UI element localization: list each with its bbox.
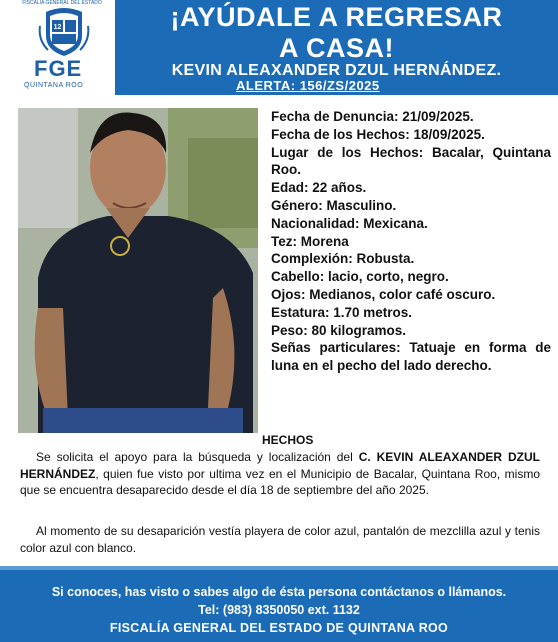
genero: Género: Masculino. [271,197,397,213]
ojos: Ojos: Medianos, color café oscuro. [271,286,496,302]
seal-number: 12 [53,24,62,31]
logo-acronym: FGE [34,56,83,81]
footer-institution: FISCALÍA GENERAL DEL ESTADO DE QUINTANA ROO [109,621,449,635]
hechos-p1-end: , quien fue visto por ultima vez en el Municipio de Bacalar, Quintana Roo, mismo que se encuentra desaparecido desde el día 18 de septiembre del año 2025. [20,466,540,497]
lugar-hechos: Lugar de los Hechos: Bacalar, Quintana Roo. [271,144,551,178]
fecha-denuncia: Fecha de Denuncia: 21/09/2025. [271,109,474,124]
edad: Edad: 22 años. [271,180,367,196]
footer-phone: Tel: (983) 8350050 ext. 1132 [198,603,360,617]
person-details [271,108,551,375]
hechos-paragraph-1 [20,449,540,499]
logo-subtitle: QUINTANA ROO [24,82,84,89]
logo-top-text: FISCALÍA GENERAL DEL ESTADO [22,0,102,6]
hechos-p1-start: Se solicita el apoyo para la búsqueda y localización del [36,450,359,464]
person-photo-illustration [18,108,258,433]
footer-contact-line: Si conoces, has visto o sabes algo de ésta persona contáctanos o llámanos. [51,585,507,599]
tez: Tez: Morena [271,233,349,249]
cabello: Cabello: lacio, corto, negro. [271,269,449,285]
senas-particulares: Señas particulares: Tatuaje en forma de luna en el pecho del lado derecho. [271,340,551,374]
peso: Peso: 80 kilogramos. [271,322,407,338]
person-name: KEVIN ALEAXANDER DZUL HERNÁNDEZ. [171,62,502,79]
seal-icon [38,6,90,58]
person-photo [18,108,258,433]
estatura: Estatura: 1.70 metros. [271,304,413,320]
nacionalidad: Nacionalidad: Mexicana. [271,215,428,231]
header [0,0,558,95]
headline-line2: A CASA! [279,33,394,63]
fge-logo [0,0,115,95]
fecha-hechos: Fecha de los Hechos: 18/09/2025. [271,126,485,142]
headline-line1: ¡AYÚDALE A REGRESAR [170,2,503,32]
complexion: Complexión: Robusta. [271,251,415,267]
hechos-heading: HECHOS [262,433,314,447]
alert-number: ALERTA: 156/ZS/2025 [236,78,380,93]
hechos-p1-name: C. KEVIN ALEAXANDER DZUL HERNÁNDEZ [20,450,540,481]
hechos-paragraph-2: Al momento de su desaparición vestía playera de color azul, pantalón de mezclilla azul y tenis color azul con blanco. [20,524,540,555]
headline [115,2,558,64]
